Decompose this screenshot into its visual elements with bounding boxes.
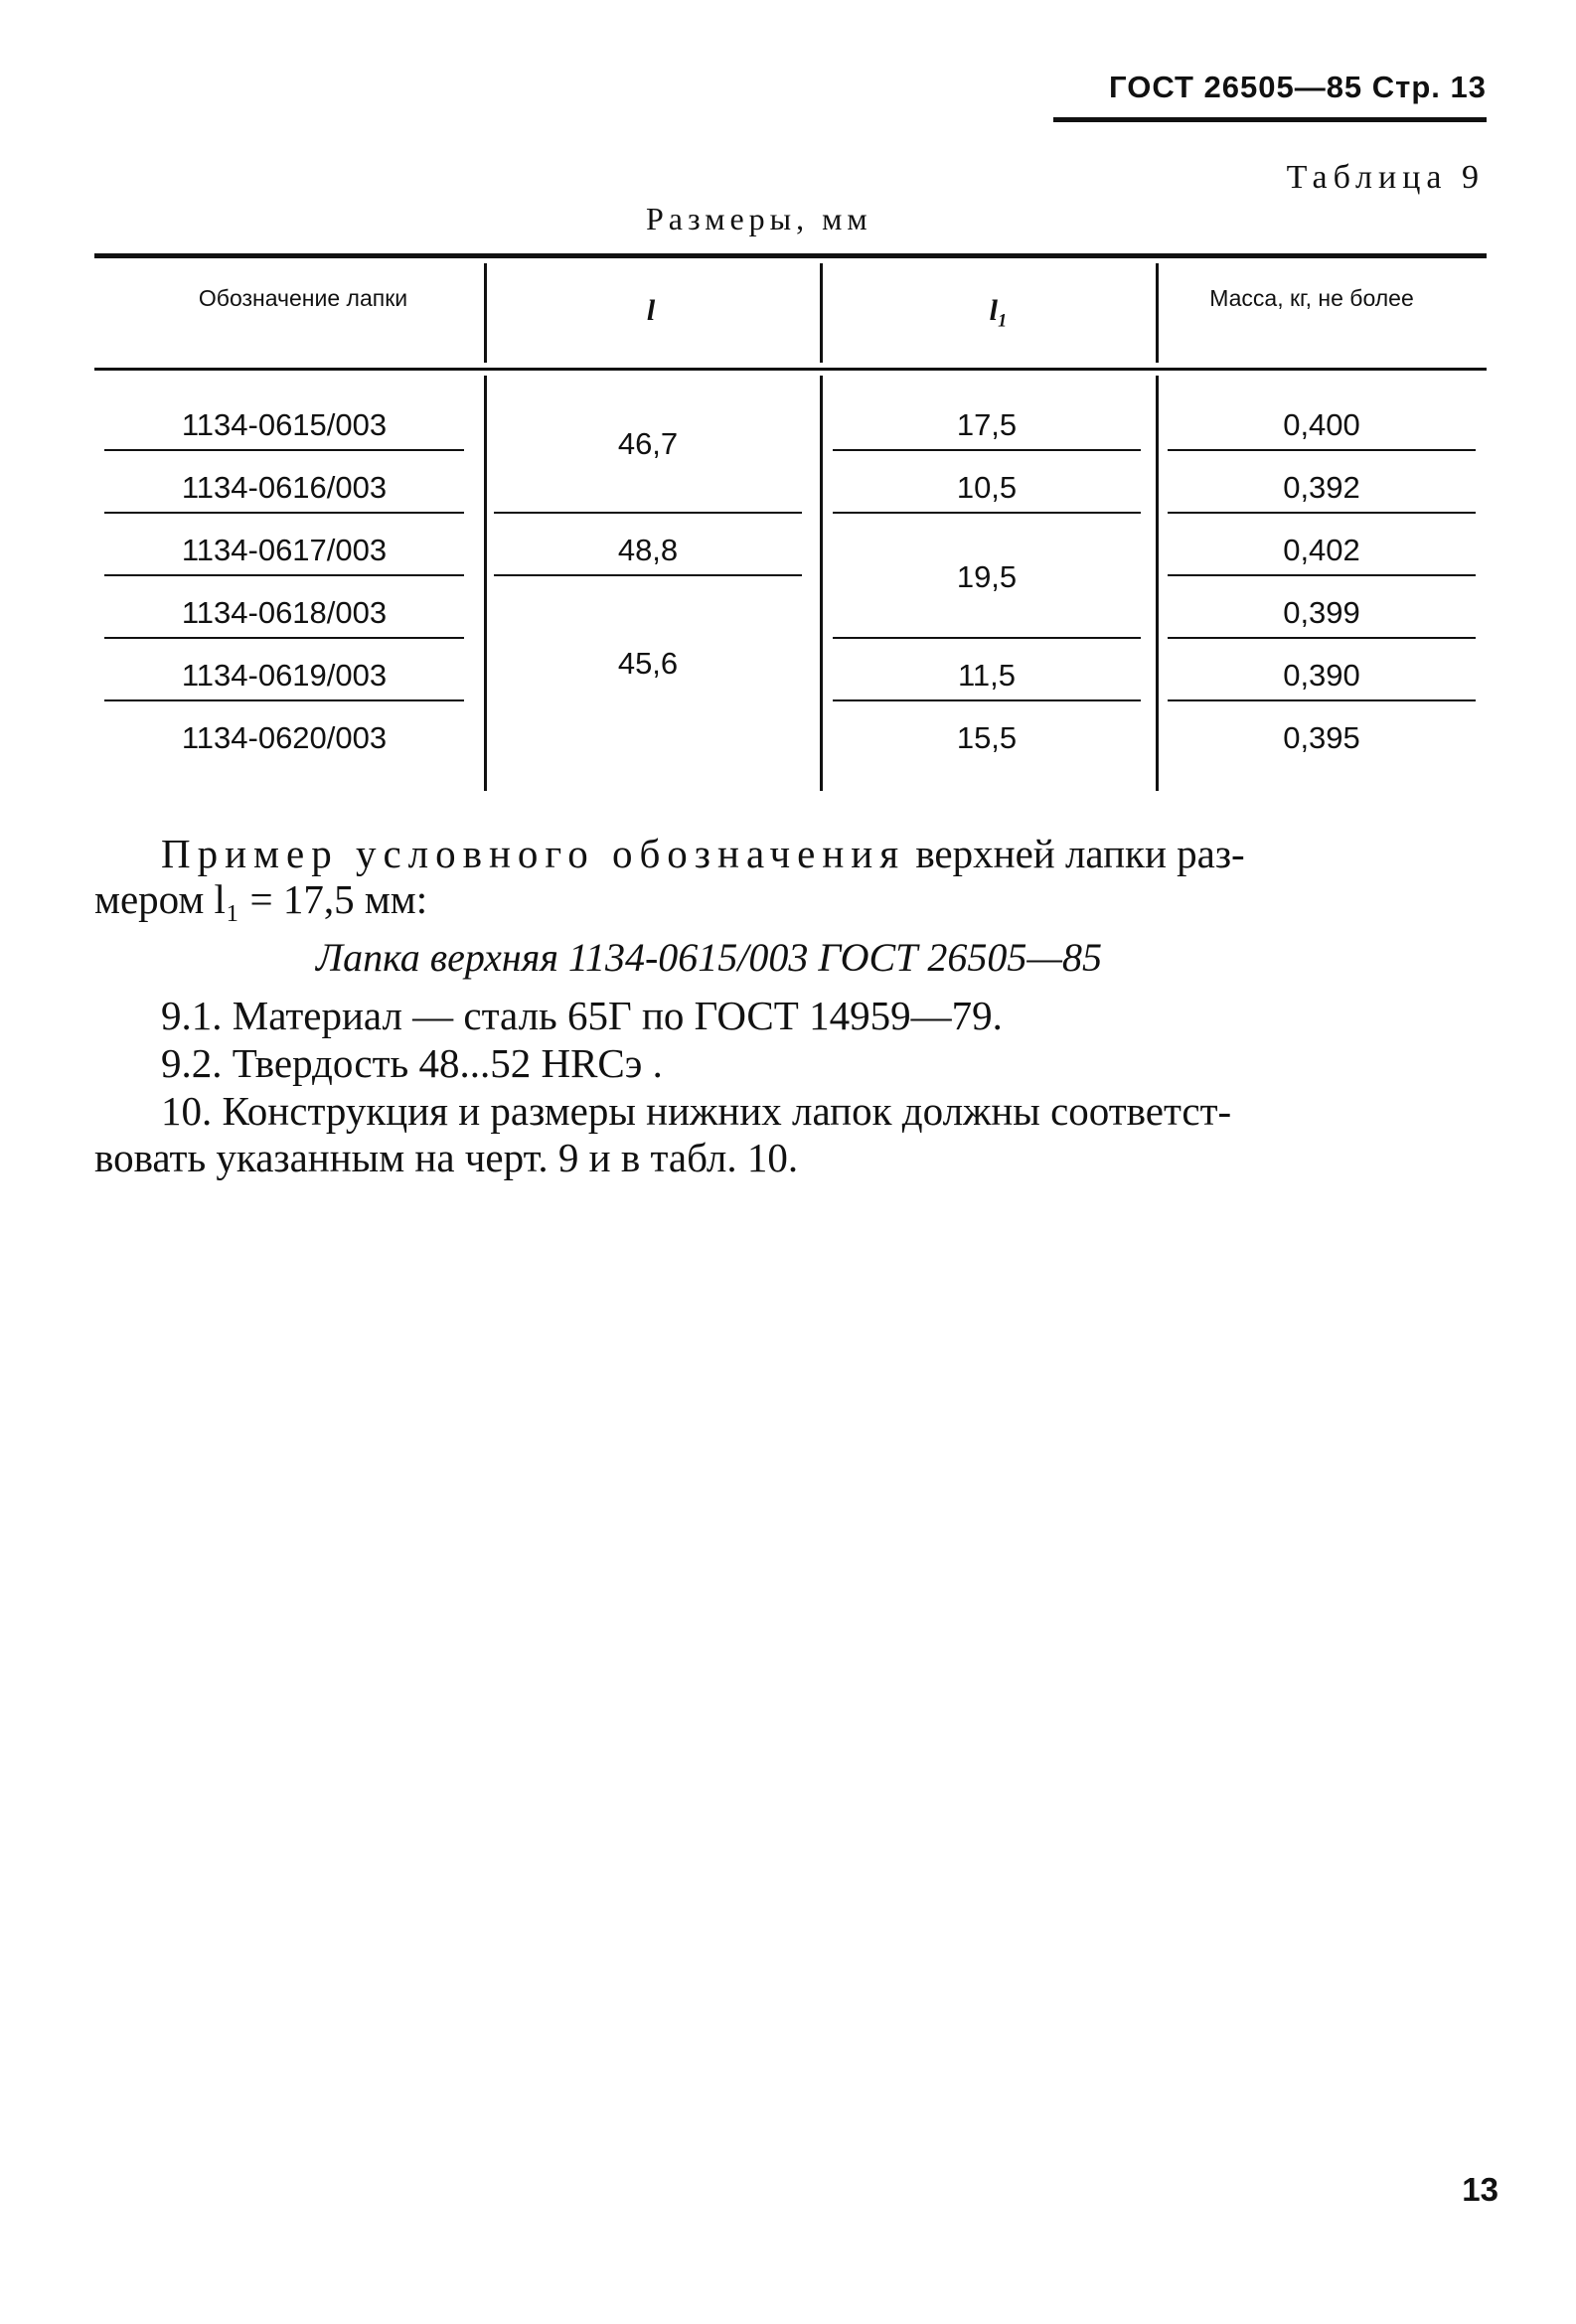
row-rule [104,449,464,451]
mass-cell: 0,390 [1283,658,1360,693]
row-rule [104,637,464,639]
mass-cell: 0,395 [1283,720,1360,755]
l1-value-cell: 11,5 [957,658,1017,693]
page-number: 13 [1462,2171,1498,2208]
row-rule [1168,449,1476,451]
clause-10-line2: вовать указанным на черт. 9 и в табл. 10. [94,1135,799,1180]
table-caption: Размеры, мм [646,201,872,236]
example-intro-rest: верхней лапки раз- [915,831,1245,876]
row-rule [104,574,464,576]
header-divider [1156,263,1159,363]
row-rule [494,512,802,514]
designation-cell: 1134-0620/003 [181,720,388,755]
column-header-designation: Обозначение лапки [198,285,408,311]
example-intro-spaced: Пример условного обозначения [161,831,906,876]
l1-value-cell: 17,5 [956,407,1018,442]
row-rule [1168,574,1476,576]
row-rule [104,512,464,514]
mass-cell: 0,402 [1283,533,1360,567]
designation-cell: 1134-0618/003 [181,595,388,630]
l1-value-cell: 15,5 [956,720,1018,755]
clause-9-2: 9.2. Твердость 48...52 HRCэ . [161,1040,663,1086]
document-header: ГОСТ 26505—85 Стр. 13 [1109,70,1487,104]
row-rule [1168,637,1476,639]
row-rule [833,512,1141,514]
l-value-cell: 46,7 [617,426,679,461]
header-divider [820,263,823,363]
table-header-rule [94,368,1487,371]
row-rule [1168,512,1476,514]
row-rule [494,574,802,576]
l1-value-cell: 19,5 [956,559,1018,594]
designation-cell: 1134-0619/003 [181,658,388,693]
mass-cell: 0,399 [1283,595,1360,630]
column-header-l: l [646,294,656,327]
column-header-l1: l₁ [989,294,1009,327]
column-divider [1156,376,1159,791]
column-divider [820,376,823,791]
header-divider [484,263,487,363]
l-value-cell: 48,8 [617,533,679,567]
designation-cell: 1134-0616/003 [181,470,388,505]
mass-cell: 0,400 [1283,407,1360,442]
column-header-mass: Масса, кг, не более [1209,285,1414,311]
row-rule [833,449,1141,451]
row-rule [1168,699,1476,701]
l-value-cell: 45,6 [617,646,679,681]
row-rule [104,699,464,701]
clause-9-1: 9.1. Материал — сталь 65Г по ГОСТ 14959—79. [161,993,1003,1038]
l1-value-cell: 10,5 [956,470,1018,505]
row-rule [833,699,1141,701]
example-paragraph-line2: мером l₁ = 17,5 мм: [94,876,428,922]
designation-cell: 1134-0615/003 [181,407,388,442]
mass-cell: 0,392 [1283,470,1360,505]
column-divider [484,376,487,791]
example-designation-formula: Лапка верхняя 1134-0615/003 ГОСТ 26505—85 [316,935,1102,980]
example-paragraph-line1 [161,831,1493,876]
table-top-rule [94,253,1487,258]
table-number: Таблица 9 [1286,159,1485,196]
row-rule [833,637,1141,639]
header-rule [1053,117,1487,122]
clause-10-line1: 10. Конструкция и размеры нижних лапок должны соответст- [161,1088,1232,1134]
designation-cell: 1134-0617/003 [181,533,388,567]
